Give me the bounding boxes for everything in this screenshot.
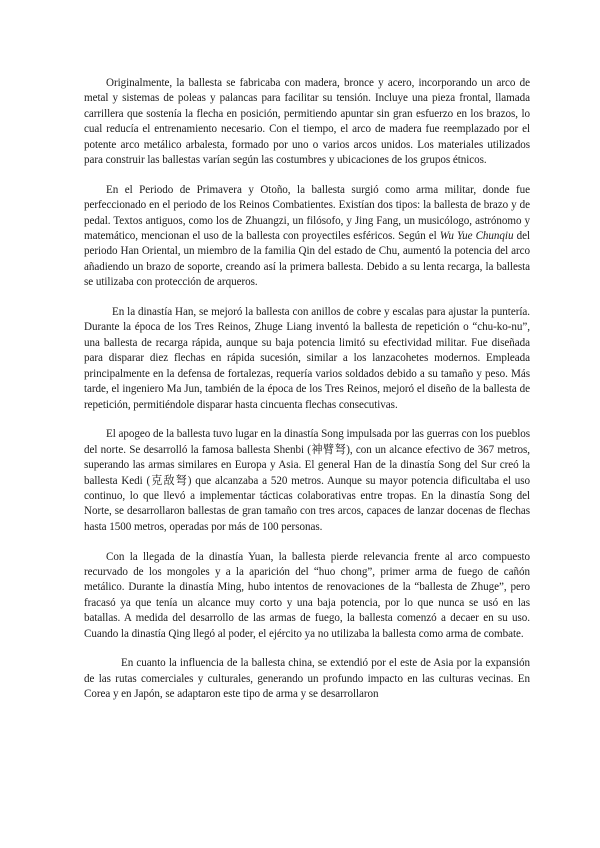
paragraph-han-dynasty: En la dinastía Han, se mejoró la ballesta con anillos de cobre y escalas para ajustar la puntería. Durante la época de los Tres Reinos, Zhuge Liang inventó la ballesta de repetición o “chu-ko-nu”, una ballesta de recarga rápida, aunque su baja potencia limitó su efectividad militar. Fue diseñada para disparar diez flechas en rápida sucesión, similar a los lanzacohetes modernos. Empleada principalmente en la defensa de fortalezas, requería varios soldados debido a su tamaño y peso. Más tarde, el ingeniero Ma Jun, también de la época de los Tres Reinos, mejoró el diseño de la ballesta de repetición, permitiéndole disparar hasta cincuenta flechas consecutivas. <box>84 306 530 411</box>
document-body <box>84 76 530 717</box>
paragraph-influence: En cuanto la influencia de la ballesta china, se extendió por el este de Asia por la expansión de las rutas comerciales y culturales, generando un profundo impacto en las culturas vecinas. En Corea y en Japón, se adaptaron este tipo de arma y se desarrollaron <box>84 657 530 701</box>
paragraph-spring-autumn <box>84 183 530 291</box>
paragraph-yuan-ming-qing: Con la llegada de la dinastía Yuan, la ballesta pierde relevancia frente al arco compuesto recurvado de los mongoles y a la aparición del “huo chong”, primer arma de fuego de cañón metálico. Durante la dinastía Ming, hubo intentos de renovaciones de la “ballesta de Zhuge”, pero fracasó ya que tenía un alcance muy corto y una baja potencia, por lo que nunca se usó en las batallas. A medida del desarrollo de las armas de fuego, la ballesta comenzó a decaer en su uso. Cuando la dinastía Qing llegó al poder, el ejército ya no utilizaba la ballesta como arma de combate. <box>84 550 530 640</box>
paragraph-materials: Originalmente, la ballesta se fabricaba con madera, bronce y acero, incorporando un arco de metal y sistemas de poleas y palancas para facilitar su tensión. Incluye una pieza frontal, llamada carrillera que sostenía la flecha en posición, permitiendo apuntar sin gran esfuerzo en los brazos, lo cual reducía el entrenamiento necesario. Con el tiempo, el arco de madera fue reemplazado por el potente arco metálico arbalesta, formado por uno o varios arcos unidos. Los materiales utilizados para construir las ballestas varían según las costumbres y ubicaciones de los grupos étnicos. <box>84 77 530 167</box>
book-title-wu-yue-chunqiu: Wu Yue Chunqiu <box>439 230 514 243</box>
paragraph-spring-autumn-end: del periodo Han Oriental, un miembro de la familia Qin del estado de Chu, aumentó la potencia del arco añadiendo un brazo de soporte, creando así la primera ballesta. Debido a su lenta recarga, la ballesta se utilizaba con protección de arqueros. <box>84 230 530 289</box>
paragraph-spring-autumn-start: En el Periodo de Primavera y Otoño, la ballesta surgió como arma militar, donde fue perfeccionado en el periodo de los Reinos Combatientes. Existían dos tipos: la ballesta de brazo y de pedal. Textos antiguos, como los de Zhuangzi, un filósofo, y Jing Fang, un musicólogo, astrónomo y matemático, mencionan el uso de la ballesta con proyectiles esféricos. Según el <box>84 183 530 243</box>
paragraph-song-dynasty: El apogeo de la ballesta tuvo lugar en la dinastía Song impulsada por las guerras con los pueblos del norte. Se desarrolló la famosa ballesta Shenbi (神臂弩), con un alcance efectivo de 367 metros, superando las armas similares en Europa y Asia. El general Han de la dinastía Song del Sur creó la ballesta Kedi (克敌弩) que alcanzaba a 520 metros. Aunque su mayor potencia dificultaba el uso continuo, lo que llevó a implementar tácticas colaborativas entre tropas. En la dinastía Song del Norte, se desarrollaron ballestas de gran tamaño con tres arcos, capaces de lanzar docenas de flechas hasta 1500 metros, operadas por más de 100 personas. <box>84 428 530 533</box>
